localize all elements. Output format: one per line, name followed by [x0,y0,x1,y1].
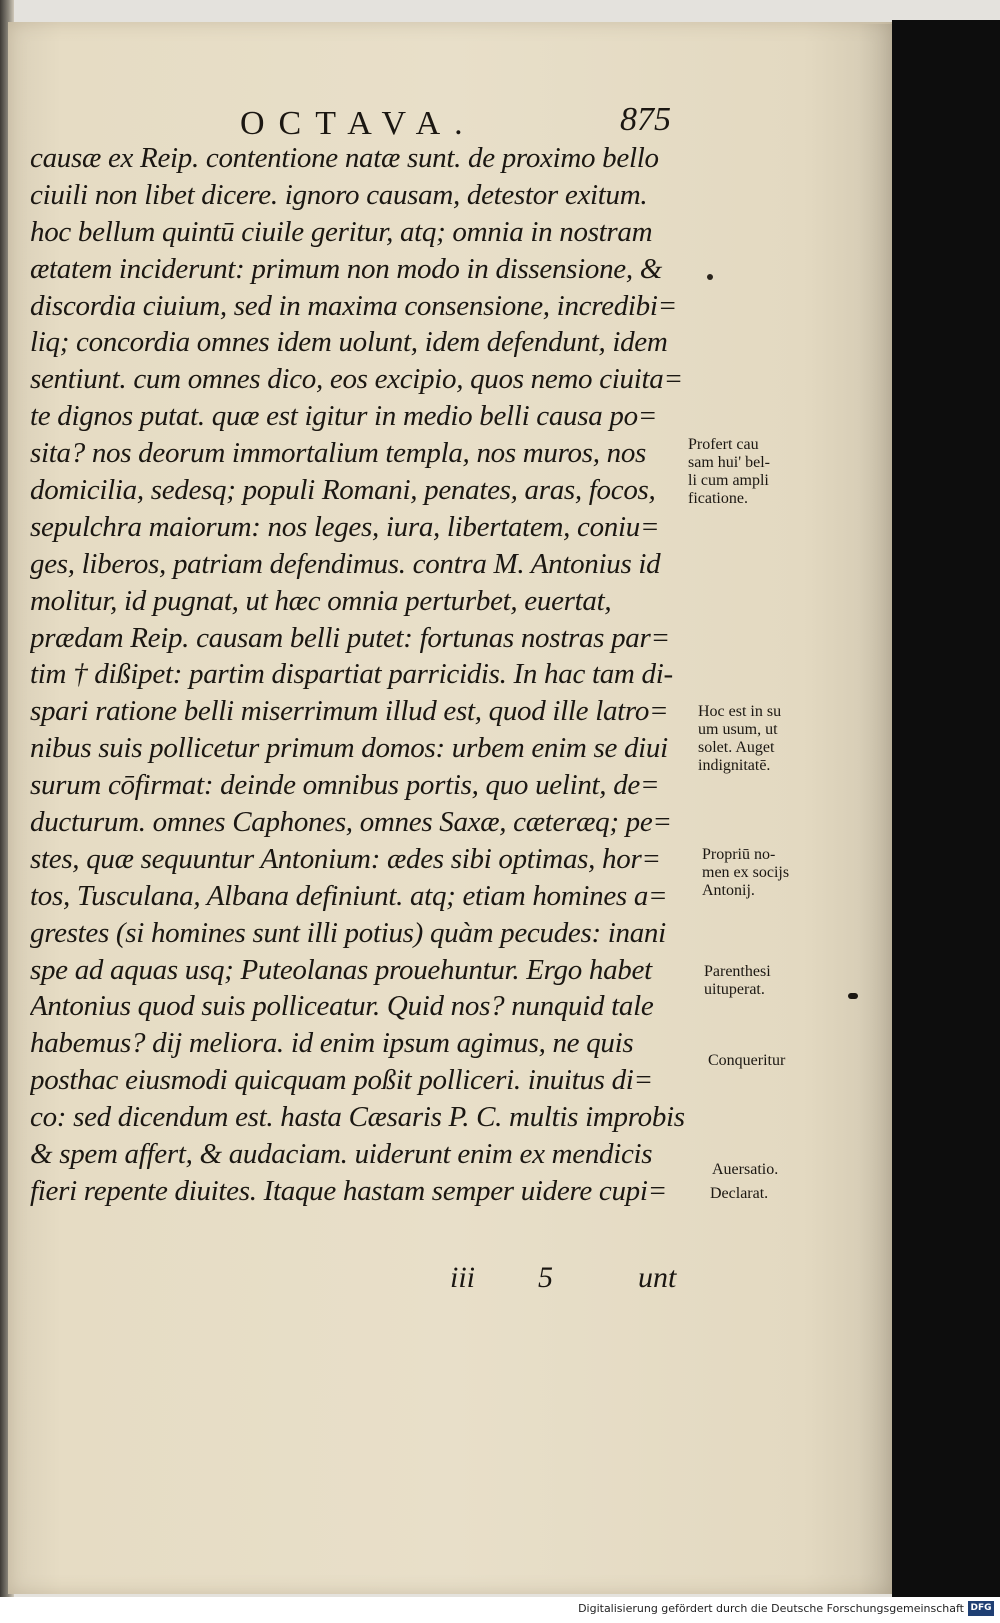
text-line: co: sed dicendum est. hasta Cæsaris P. C. multis improbis [30,1101,685,1134]
text-line: nibus suis pollicetur primum domos: urbem enim se diui [30,732,668,765]
margin-note: Declarat. [710,1185,769,1202]
text-line: liq; concordia omnes idem uolunt, idem defendunt, idem [30,326,668,359]
text-line: prædam Reip. causam belli putet: fortunas nostras par= [30,621,670,654]
body-text [30,140,710,1210]
footer-bar [0,1597,1000,1623]
page-number: 875 [620,101,671,138]
margin-note: Propriū no- men ex socijs Antonij. [702,846,790,899]
text-line: posthac eiusmodi quicquam poßit polliceri. inuitus di= [30,1064,653,1097]
text-line: tos, Tusculana, Albana definiunt. atq; etiam homines a= [30,879,668,912]
signature-line [450,1258,730,1298]
signature-mark: iii [450,1261,476,1294]
text-line: discordia ciuium, sed in maxima consensione, incredibi= [30,289,677,322]
footer-credit: Digitalisierung gefördert durch die Deutsche Forschungsgemeinschaft [578,1602,964,1615]
text-line: ciuili non libet dicere. ignoro causam, detestor exitum. [30,178,648,211]
text-line: spe ad aquas usq; Puteolanas prouehuntur. Ergo habet [30,953,652,986]
margin-note: Parenthesi uituperat. [704,963,771,998]
margin-note: Hoc est in su um usum, ut solet. Auget indignitatē. [698,703,782,774]
margin-note: Conqueritur [708,1052,786,1069]
margin-note: Auersatio. [712,1161,779,1178]
text-line: Antonius quod suis polliceatur. Quid nos? nunquid tale [30,990,654,1023]
dfg-logo: DFG [968,1601,994,1616]
text-line: causæ ex Reip. contentione natæ sunt. de proximo bello [30,142,659,174]
margin-bullet-mark [707,274,713,280]
text-line: tim † dißipet: partim dispartiat parricidis. In hac tam di- [30,658,673,691]
text-line: ges, liberos, patriam defendimus. contra M. Antonius id [30,547,661,580]
running-head-title: OCTAVA. [240,105,477,142]
text-line: habemus? dij meliora. id enim ipsum agimus, ne quis [30,1027,634,1060]
text-line: molitur, id pugnat, ut hæc omnia perturbet, euertat, [30,584,612,617]
text-line: domicilia, sedesq; populi Romani, penates, aras, focos, [30,474,656,507]
text-line: surum cōfirmat: deinde omnibus portis, quo uelint, de= [30,769,660,802]
text-line: ætatem inciderunt: primum non modo in dissensione, & [30,252,663,285]
text-line: fieri repente diuites. Itaque hastam semper uidere cupi= [30,1174,667,1207]
scan-background-strip [892,20,1000,1597]
text-line: sentiunt. cum omnes dico, eos excipio, quos nemo ciuita= [30,363,683,396]
ink-blot-mark [848,993,858,999]
text-line: te dignos putat. quæ est igitur in medio belli causa po= [30,400,658,433]
signature-number: 5 [538,1261,553,1294]
text-line: stes, quæ sequuntur Antonium: ædes sibi optimas, hor= [30,842,661,875]
text-line: & spem affert, & audaciam. uiderunt enim ex mendicis [30,1138,653,1171]
text-line: spari ratione belli miserrimum illud est, quod ille latro= [30,695,669,728]
text-line: hoc bellum quintū ciuile geritur, atq; omnia in nostram [30,215,653,248]
catchword: unt [638,1261,677,1294]
text-line: sepulchra maiorum: nos leges, iura, libertatem, coniu= [30,510,660,543]
margin-note: Profert cau sam hui' bel- li cum ampli ficatione. [688,436,770,507]
text-line: ducturum. omnes Caphones, omnes Saxæ, cæteræq; pe= [30,806,672,839]
text-line: sita? nos deorum immortalium templa, nos muros, nos [30,437,647,470]
text-line: grestes (si homines sunt illi potius) quàm pecudes: inani [30,916,666,949]
